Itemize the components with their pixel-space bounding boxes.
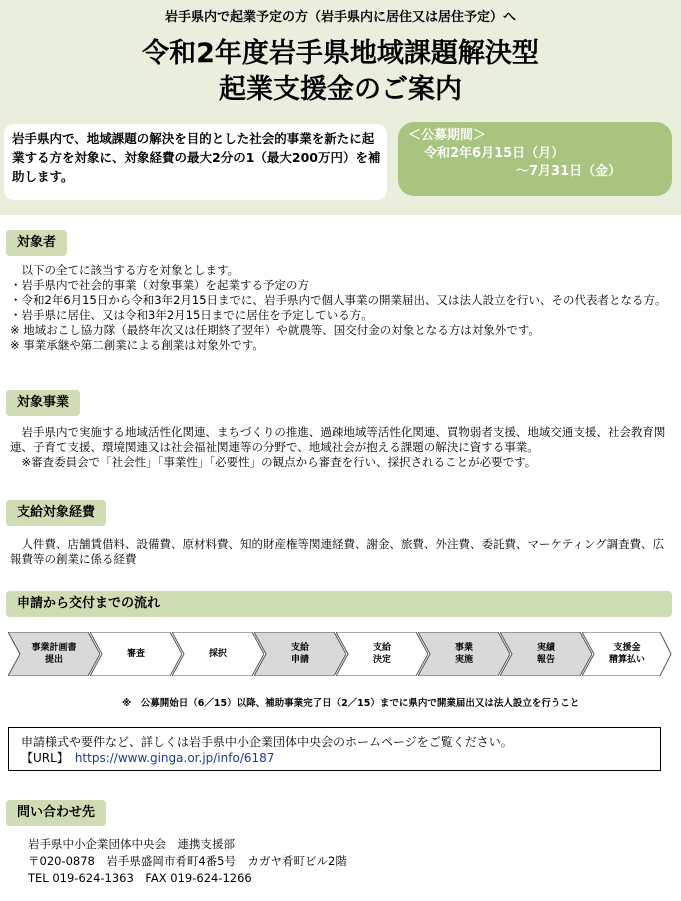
section-heading-eligible: 対象者 [6,230,67,256]
url-label: 【URL】 [21,751,69,765]
period-label: ＜公募期間＞ [408,128,487,143]
section-heading-contact: 問い合わせ先 [6,800,106,826]
page-title: 令和2年度岩手県地域課題解決型 起業支援金のご案内 [142,38,539,105]
contact-tel-fax: TEL 019-624-1363 FAX 019-624-1266 [28,871,252,885]
application-flow: 事業計画書 提出 審査 採択 支給 申請 支給 決定 事業 実施 実績 報告 支援金 精算払い [8,632,673,676]
period-end: ～7月31日（金） [516,164,622,179]
eligible-text: 以下の全てに該当する方を対象とします。 ・岩手県内で社会的事業（対象事業）を起業する予定の方 ・令和2年6月15日から令和3年2月15日までに、岩手県内で個人事業の開業届出、又は法人設立を行い、その代表者となる方。 ・岩手県に居住、又は令和3年2月15日までに居住を予定している方。 ※ 地域おこし協力隊（最終年次又は任期終了翌年）や就農等、国交付金の対象となる方は対象外です。 ※ 事業承継や第二創業による創業は対象外です。 [10,263,667,352]
website-link[interactable]: https://www.ginga.or.jp/info/6187 [74,751,275,765]
target-audience: 岩手県内で起業予定の方（岩手県内に居住又は居住予定）へ [164,10,516,25]
application-period-box [398,122,672,196]
flow-note: ※ 公募開始日（6／15）以降、補助事業完了日（2／15）までに県内で開業届出又は法人設立を行うこと [122,698,580,709]
section-heading-expenses: 支給対象経費 [6,500,106,526]
expenses-text: 人件費、店舗賃借料、設備費、原材料費、知的財産権等関連経費、謝金、旅費、外注費、委託費、マーケティング調査費、広報費等の創業に係る経費 [10,537,665,566]
section-heading-flow: 申請から交付までの流れ [6,591,672,617]
info-box [8,727,661,771]
contact-info [28,836,347,887]
info-text: 申請様式や要件など、詳しくは岩手県中小企業団体中央会のホームページをご覧ください。 [21,735,513,749]
period-start: 令和2年6月15日（月） [424,146,565,161]
section-heading-business: 対象事業 [6,390,80,416]
contact-org: 岩手県中小企業団体中央会 連携支援部 [28,837,235,851]
contact-address: 〒020-0878 岩手県盛岡市肴町4番5号 カガヤ肴町ビル2階 [28,854,347,868]
hero-banner [0,0,681,215]
business-text: 岩手県内で実施する地域活性化関連、まちづくりの推進、過疎地域等活性化関連、買物弱者支援、地域交通支援、社会教育関連、子育て支援、環境関連又は社会福祉関連等の分野で、地域社会が抱える課題の解決に資する事業。 ※審査委員会で「社会性」「事業性」「必要性」の観点から審査を行い、採択されることが必要です。 [10,425,666,469]
summary-box: 岩手県内で、地域課題の解決を目的とした社会的事業を新たに起業する方を対象に、対象経費の最大2分の1（最大200万円）を補助します。 [4,124,387,200]
